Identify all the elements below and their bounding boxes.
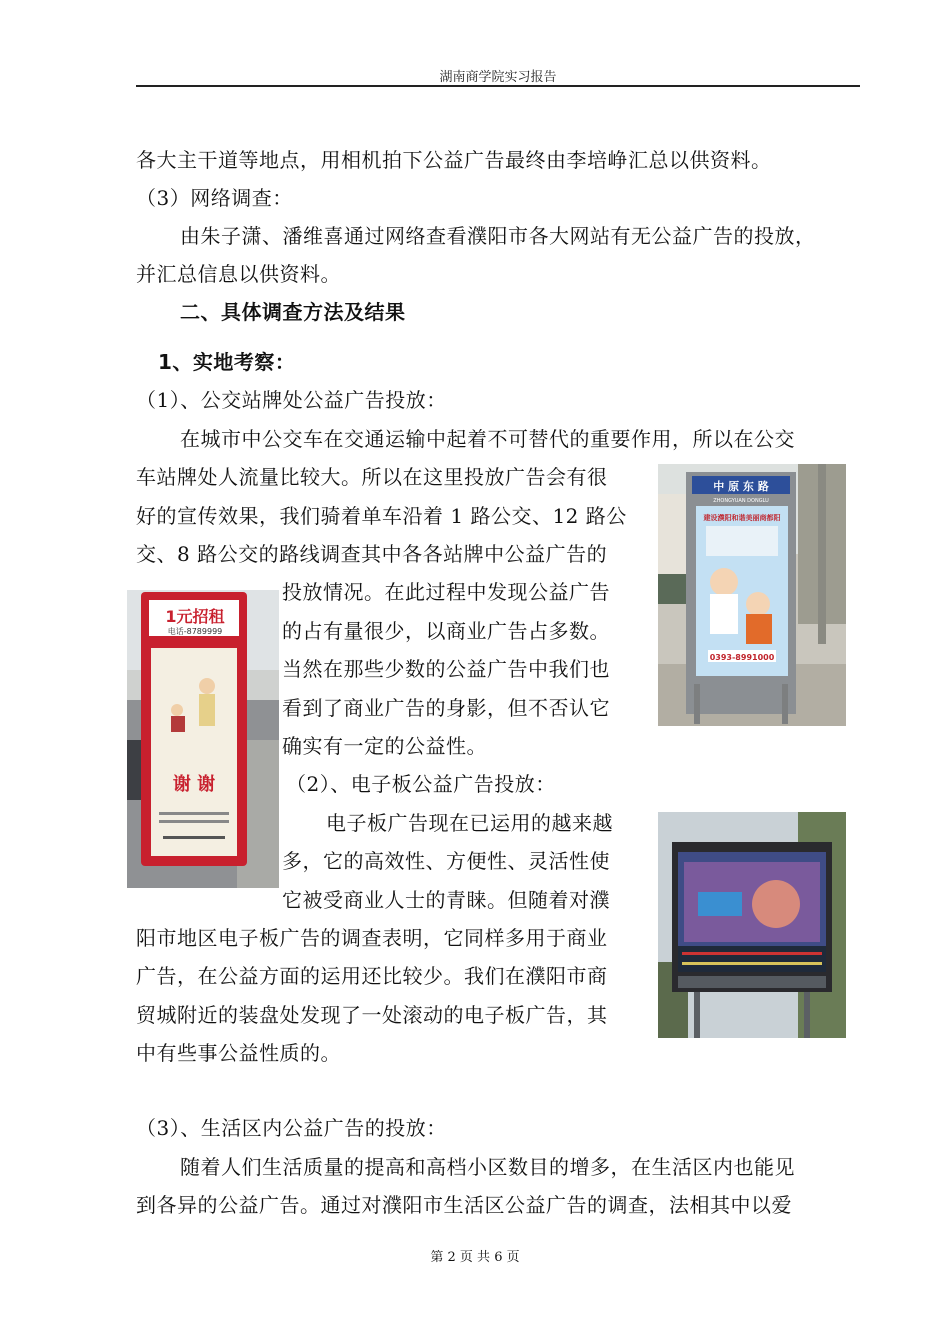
page-footer: 第 2 页 共 6 页 [430,1250,520,1265]
text-line: 确实有一定的公益性。 [282,734,487,758]
text-line: 在城市中公交车在交通运输中起着不可替代的重要作用，所以在公交 [180,427,795,451]
stop-pinyin: ZHONGYUAN DONGLU [713,498,769,504]
text-line: 投放情况。在此过程中发现公益广告 [282,580,610,604]
subsection-heading: 1、实地考察： [158,350,296,374]
text-line: （1）、公交站牌处公益广告投放： [136,388,447,412]
text-line: 车站牌处人流量比较大。所以在这里投放广告会有很 [136,465,608,489]
text-line: 它被受商业人士的青睐。但随着对濮 [282,888,610,912]
header-title: 湖南商学院实习报告 [439,70,557,85]
text-line: 到各异的公益广告。通过对濮阳市生活区公益广告的调查，法相其中以爱 [136,1193,792,1217]
text-line: 并汇总信息以供资料。 [136,262,341,286]
text-line: 交、8 路公交的路线调查其中各各站牌中公益广告的 [136,542,608,566]
section-heading: 二、具体调查方法及结果 [180,300,406,324]
text-line: 贸城附近的装盘处发现了一处滚动的电子板广告，其 [136,1003,608,1027]
header-divider [136,85,860,87]
text-line: 各大主干道等地点，用相机拍下公益广告最终由李培峥汇总以供资料。 [136,148,772,172]
stop-name: 中 原 东 路 [713,480,769,493]
text-line: 看到了商业广告的身影，但不否认它 [282,696,610,720]
text-line: 由朱子潇、潘维喜通过网络查看濮阳市各大网站有无公益广告的投放， [180,224,816,248]
text-line: （3）、生活区内公益广告的投放： [136,1116,447,1140]
rent-text: 1元招租 [165,607,225,626]
text-line: 好的宣传效果，我们骑着单车沿着 1 路公交、12 路公 [136,504,627,528]
led-board-photo [658,812,846,1038]
text-line: （2）、电子板公益广告投放： [286,772,556,796]
text-line: 随着人们生活质量的提高和高档小区数目的增多，在生活区内也能见 [180,1155,795,1179]
poster-banner: 建设濮阳和谐美丽商都阳 [703,514,781,522]
text-line: （3）网络调查： [136,186,293,210]
red-sign-photo [127,590,279,888]
poster-phone: 0393-8991000 [709,653,775,662]
rent-phone: 电话-8789999 [167,627,223,636]
text-line: 多，它的高效性、方便性、灵活性使 [282,849,610,873]
text-line: 的占有量很少，以商业广告占多数。 [282,619,610,643]
text-line: 阳市地区电子板广告的调查表明，它同样多用于商业 [136,926,608,950]
text-line: 电子板广告现在已运用的越来越 [326,811,613,835]
text-line: 中有些事公益性质的。 [136,1041,341,1065]
text-line: 当然在那些少数的公益广告中我们也 [282,657,610,681]
bus-stop-photo [658,464,846,726]
thanks-text: 谢 谢 [172,774,216,795]
text-line: 广告，在公益方面的运用还比较少。我们在濮阳市商 [136,964,608,988]
